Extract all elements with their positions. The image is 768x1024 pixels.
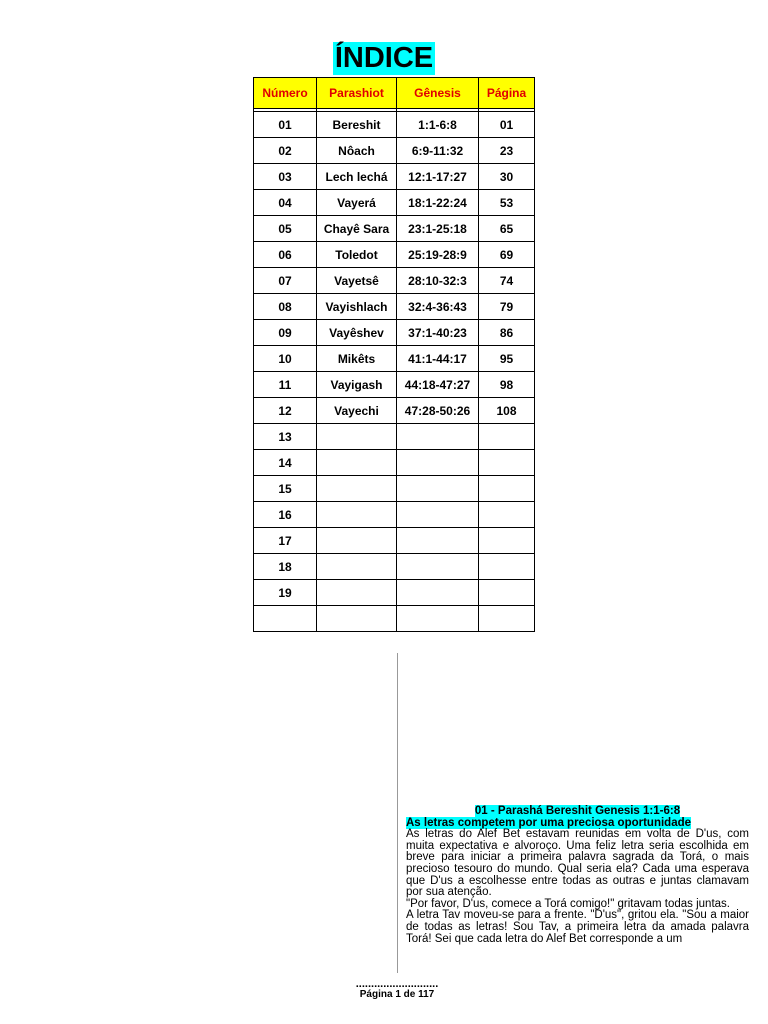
table-row (254, 476, 535, 502)
article (406, 806, 749, 945)
header-pagina: Página (479, 78, 535, 109)
cell-parashiot: Mikêts (317, 346, 397, 372)
cell-genesis: 28:10-32:3 (397, 268, 479, 294)
cell-parashiot: Nôach (317, 138, 397, 164)
table-row (254, 112, 535, 138)
cell-genesis (397, 606, 479, 632)
cell-parashiot: Vayishlach (317, 294, 397, 320)
table-row (254, 320, 535, 346)
cell-pagina (479, 502, 535, 528)
cell-genesis (397, 424, 479, 450)
cell-pagina (479, 476, 535, 502)
cell-pagina: 69 (479, 242, 535, 268)
page-number: Página 1 de 117 (359, 989, 435, 1000)
table-row (254, 138, 535, 164)
cell-parashiot (317, 580, 397, 606)
article-paragraph-1: As letras do Alef Bet estavam reunidas em volta de D'us, com muita expectativa e alvoroço. Uma feliz letra seria escolhida em breve para iniciar a primeira palavra sagrada da Torá, o mais precioso tesouro do mundo. Qual seria ela? Cada uma esperava que D'us a escolhesse entre todas as outras e juntas clamavam por sua atenção. (406, 828, 749, 899)
cell-numero: 09 (254, 320, 317, 346)
footer-separator: ........................... (355, 978, 439, 990)
cell-genesis (397, 502, 479, 528)
cell-parashiot: Vayechi (317, 398, 397, 424)
table-row (254, 372, 535, 398)
cell-pagina: 95 (479, 346, 535, 372)
cell-parashiot (317, 476, 397, 502)
cell-parashiot (317, 450, 397, 476)
article-paragraph-3: A letra Tav moveu-se para a frente. "D'us", gritou ela. "Sou a maior de todas as letras! Sou Tav, a primeira letra da amada palavra Torá! Sei que cada letra do Alef Bet corresponde a um (406, 909, 749, 945)
cell-parashiot: Chayê Sara (317, 216, 397, 242)
cell-genesis: 37:1-40:23 (397, 320, 479, 346)
cell-pagina: 98 (479, 372, 535, 398)
header-genesis: Gênesis (397, 78, 479, 109)
cell-parashiot: Vayigash (317, 372, 397, 398)
table-row (254, 528, 535, 554)
cell-numero: 04 (254, 190, 317, 216)
cell-numero: 17 (254, 528, 317, 554)
header-parashiot: Parashiot (317, 78, 397, 109)
cell-pagina: 108 (479, 398, 535, 424)
article-title (406, 806, 749, 818)
cell-parashiot (317, 502, 397, 528)
table-row (254, 164, 535, 190)
cell-genesis (397, 580, 479, 606)
cell-genesis: 23:1-25:18 (397, 216, 479, 242)
page-title: ÍNDICE (334, 42, 434, 74)
cell-parashiot (317, 554, 397, 580)
table-row (254, 580, 535, 606)
table-row (254, 216, 535, 242)
table-row (254, 424, 535, 450)
cell-genesis: 32:4-36:43 (397, 294, 479, 320)
cell-genesis: 18:1-22:24 (397, 190, 479, 216)
article-title-text: 01 - Parashá Bereshit Genesis 1:1-6:8 (474, 805, 681, 817)
cell-parashiot: Toledot (317, 242, 397, 268)
cell-numero: 15 (254, 476, 317, 502)
cell-numero: 11 (254, 372, 317, 398)
cell-parashiot (317, 606, 397, 632)
cell-genesis (397, 476, 479, 502)
cell-numero (254, 606, 317, 632)
cell-pagina: 86 (479, 320, 535, 346)
cell-parashiot: Vayerá (317, 190, 397, 216)
cell-numero: 02 (254, 138, 317, 164)
cell-genesis: 6:9-11:32 (397, 138, 479, 164)
cell-genesis (397, 554, 479, 580)
cell-parashiot: Vayetsê (317, 268, 397, 294)
cell-genesis: 1:1-6:8 (397, 112, 479, 138)
cell-pagina: 23 (479, 138, 535, 164)
cell-numero: 07 (254, 268, 317, 294)
table-row (254, 346, 535, 372)
cell-genesis: 12:1-17:27 (397, 164, 479, 190)
article-paragraph-2: "Por favor, D'us, comece a Torá comigo!" gritavam todas juntas. (406, 897, 730, 910)
table-row (254, 242, 535, 268)
cell-numero: 01 (254, 112, 317, 138)
cell-genesis: 47:28-50:26 (397, 398, 479, 424)
header-numero: Número (254, 78, 317, 109)
cell-parashiot (317, 528, 397, 554)
column-divider (397, 653, 398, 973)
table-row (254, 398, 535, 424)
cell-genesis: 41:1-44:17 (397, 346, 479, 372)
cell-pagina: 74 (479, 268, 535, 294)
cell-pagina (479, 554, 535, 580)
cell-numero: 08 (254, 294, 317, 320)
cell-genesis: 25:19-28:9 (397, 242, 479, 268)
cell-genesis: 44:18-47:27 (397, 372, 479, 398)
cell-pagina (479, 606, 535, 632)
article-subtitle-text: As letras competem por uma preciosa oportunidade (406, 816, 692, 829)
cell-pagina: 79 (479, 294, 535, 320)
cell-genesis (397, 450, 479, 476)
table-row (254, 190, 535, 216)
table-row (254, 268, 535, 294)
cell-numero: 14 (254, 450, 317, 476)
cell-pagina (479, 450, 535, 476)
cell-numero: 05 (254, 216, 317, 242)
cell-numero: 19 (254, 580, 317, 606)
cell-numero: 10 (254, 346, 317, 372)
cell-pagina: 30 (479, 164, 535, 190)
cell-numero: 06 (254, 242, 317, 268)
cell-parashiot: Vayêshev (317, 320, 397, 346)
table-row (254, 502, 535, 528)
table-row (254, 294, 535, 320)
table-body (254, 109, 535, 632)
table-row (254, 450, 535, 476)
index-table (253, 77, 535, 632)
table-row (254, 554, 535, 580)
cell-pagina: 01 (479, 112, 535, 138)
cell-numero: 16 (254, 502, 317, 528)
cell-pagina: 65 (479, 216, 535, 242)
cell-numero: 13 (254, 424, 317, 450)
cell-pagina (479, 424, 535, 450)
table-row (254, 606, 535, 632)
cell-numero: 18 (254, 554, 317, 580)
cell-numero: 12 (254, 398, 317, 424)
cell-parashiot: Lech lechá (317, 164, 397, 190)
cell-pagina: 53 (479, 190, 535, 216)
title-wrapper (0, 42, 768, 75)
cell-parashiot (317, 424, 397, 450)
cell-pagina (479, 580, 535, 606)
cell-parashiot: Bereshit (317, 112, 397, 138)
cell-genesis (397, 528, 479, 554)
cell-numero: 03 (254, 164, 317, 190)
table-header-row (254, 78, 535, 109)
cell-pagina (479, 528, 535, 554)
